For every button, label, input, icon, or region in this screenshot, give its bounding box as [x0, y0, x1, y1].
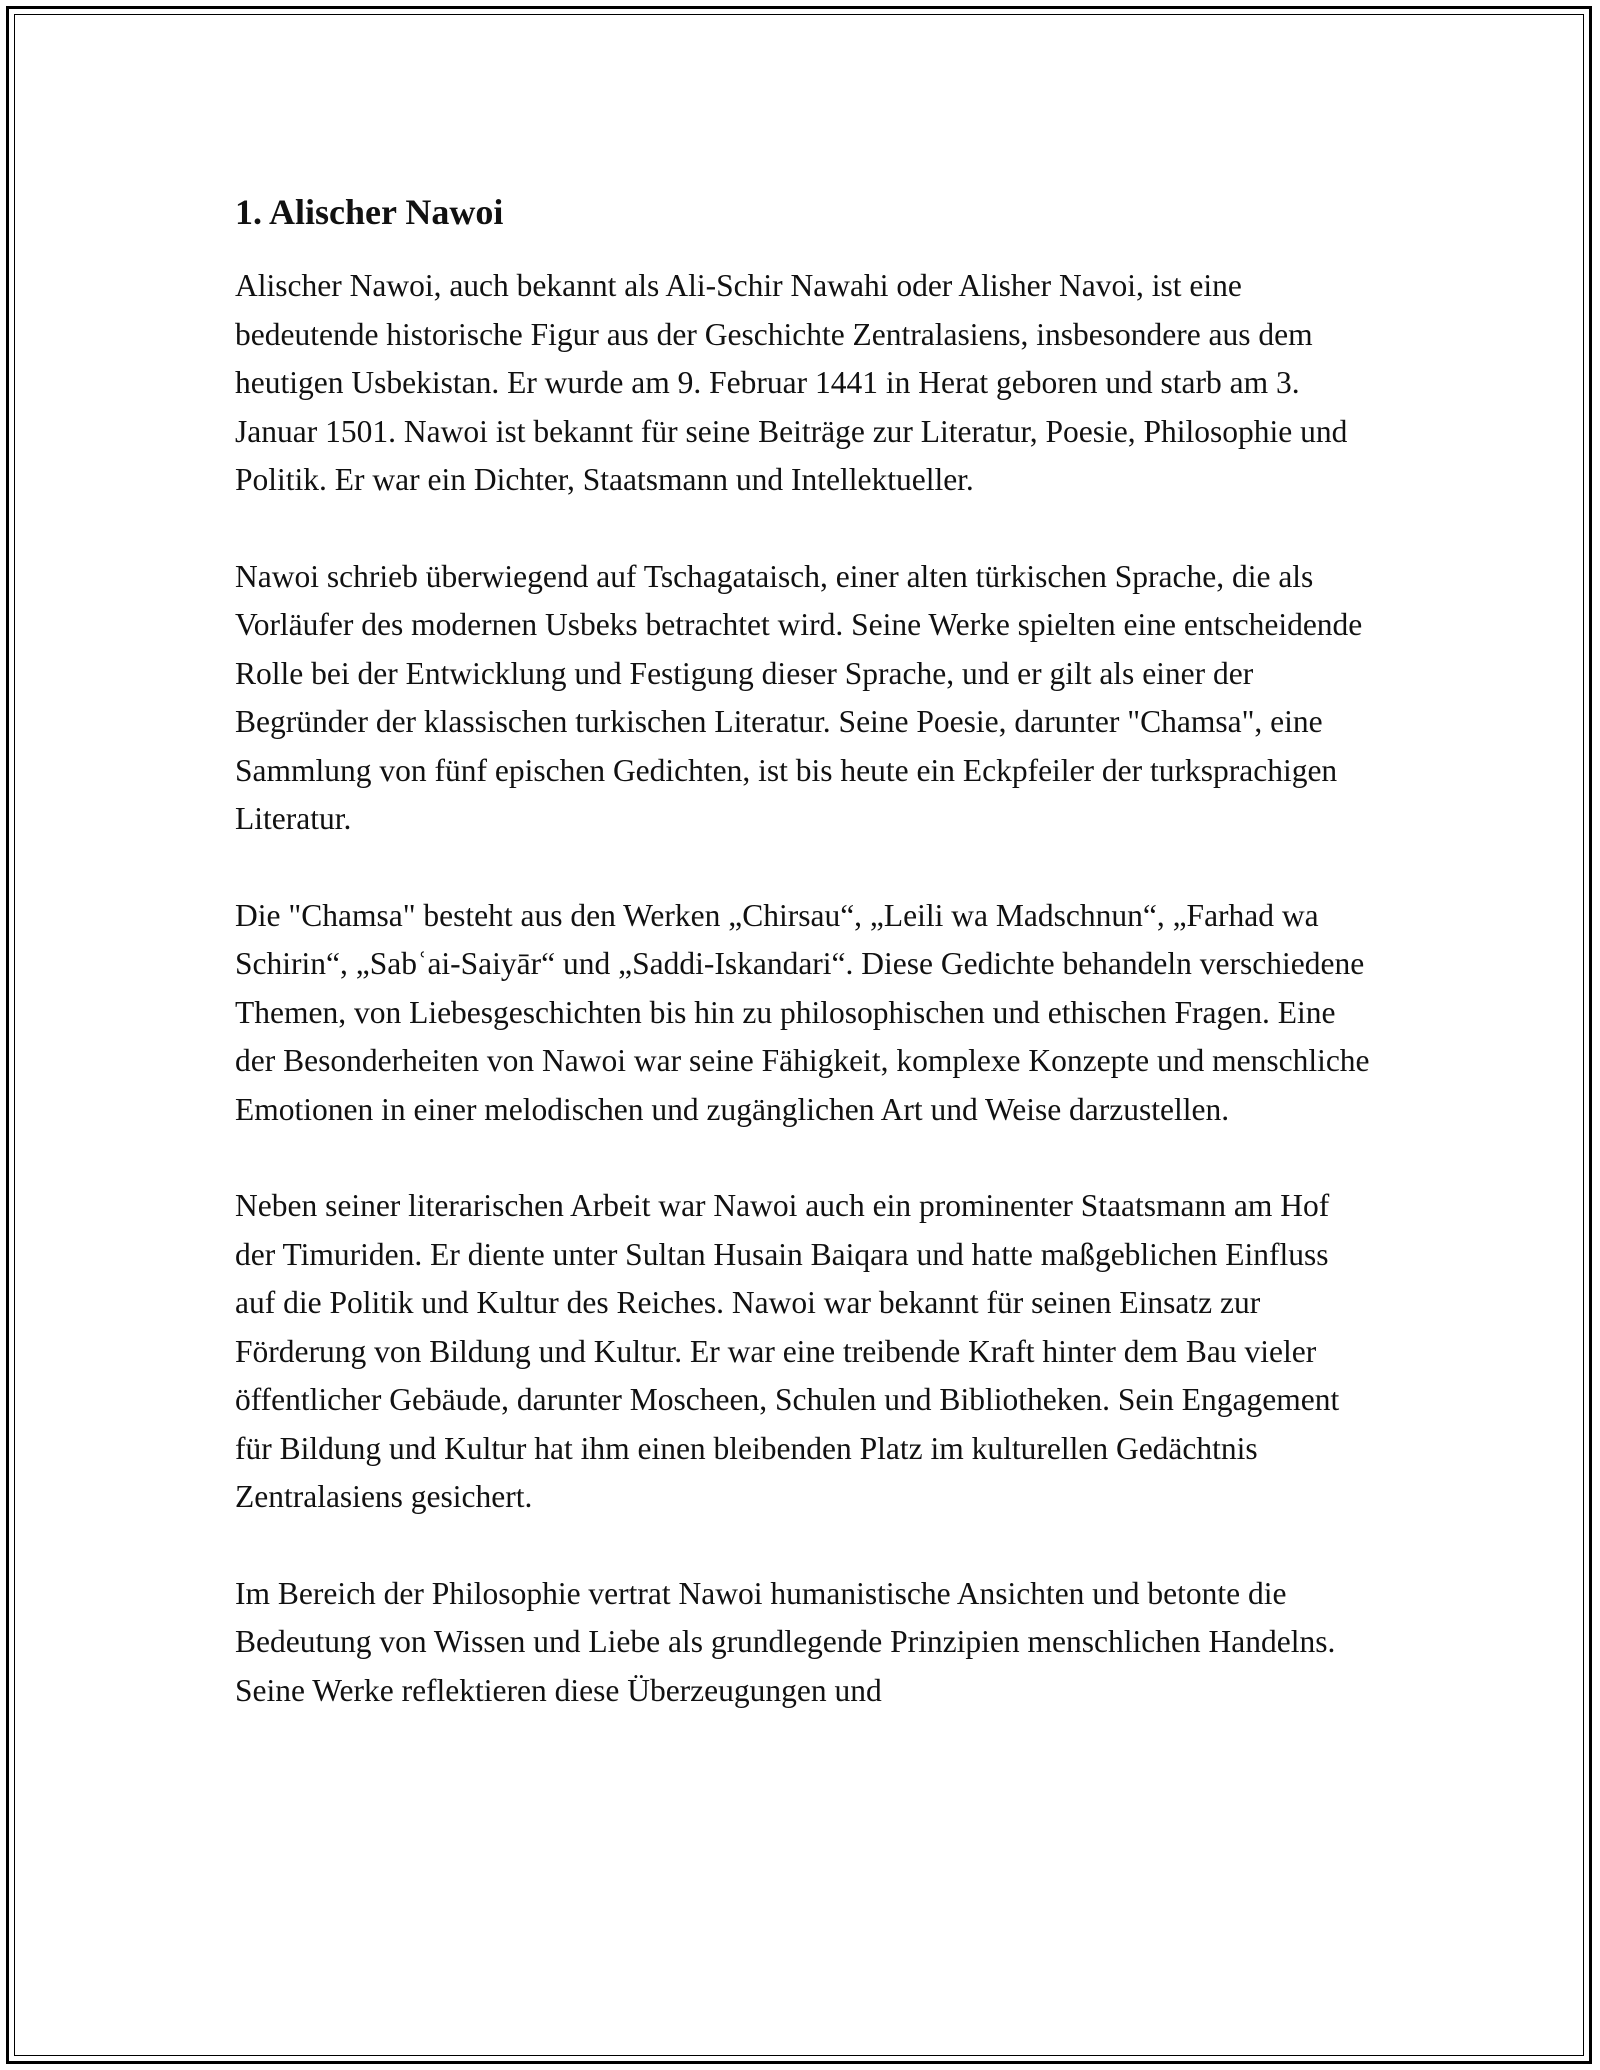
paragraph-1: Alischer Nawoi, auch bekannt als Ali-Schir Nawahi oder Alisher Navoi, ist eine bedeutende historische Figur aus der Geschichte Zentralasiens, insbesondere aus dem heutigen Usbekistan. Er wurde am 9. Februar 1441 in Herat geboren und starb am 3. Januar 1501. Nawoi ist bekannt für seine Beiträge zur Literatur, Poesie, Philosophie und Politik. Er war ein Dichter, Staatsmann und Intellektueller.	[235, 268, 1348, 497]
document-title: 1. Alischer Nawoi	[235, 192, 504, 232]
paragraph-4: Neben seiner literarischen Arbeit war Nawoi auch ein prominenter Staatsmann am Hof der Timuriden. Er diente unter Sultan Husain Baiqara und hatte maßgeblichen Einfluss auf die Politik und Kultur des Reiches. Nawoi war bekannt für seinen Einsatz zur Förderung von Bildung und Kultur. Er war eine treibende Kraft hinter dem Bau vieler öffentlicher Gebäude, darunter Moscheen, Schulen und Bibliotheken. Sein Engagement für Bildung und Kultur hat ihm einen bleibenden Platz im kulturellen Gedächtnis Zentralasiens gesichert.	[235, 1188, 1340, 1514]
paragraph-2: Nawoi schrieb überwiegend auf Tschagataisch, einer alten türkischen Sprache, die als Vorläufer des modernen Usbeks betrachtet wird. Seine Werke spielten eine entscheidende Rolle bei der Entwicklung und Festigung dieser Sprache, und er gilt als einer der Begründer der klassischen turkischen Literatur. Seine Poesie, darunter "Chamsa", eine Sammlung von fünf epischen Gedichten, ist bis heute ein Eckpfeiler der turksprachigen Literatur.	[235, 558, 1363, 836]
document-body	[235, 188, 1375, 1763]
paragraph-3: Die "Chamsa" besteht aus den Werken „Chirsau“, „Leili wa Madschnun“, „Farhad wa Schirin“, „Sabʿai-Saiyār“ und „Saddi-Iskandari“. Diese Gedichte behandeln verschiedene Themen, von Liebesgeschichten bis hin zu philosophischen und ethischen Fragen. Eine der Besonderheiten von Nawoi war seine Fähigkeit, komplexe Konzepte und menschliche Emotionen in einer melodischen und zugänglichen Art und Weise darzustellen.	[235, 897, 1370, 1127]
paragraph-5: Im Bereich der Philosophie vertrat Nawoi humanistische Ansichten und betonte die Bedeutung von Wissen und Liebe als grundlegende Prinzipien menschlichen Handelns. Seine Werke reflektieren diese Überzeugungen und	[235, 1575, 1336, 1708]
